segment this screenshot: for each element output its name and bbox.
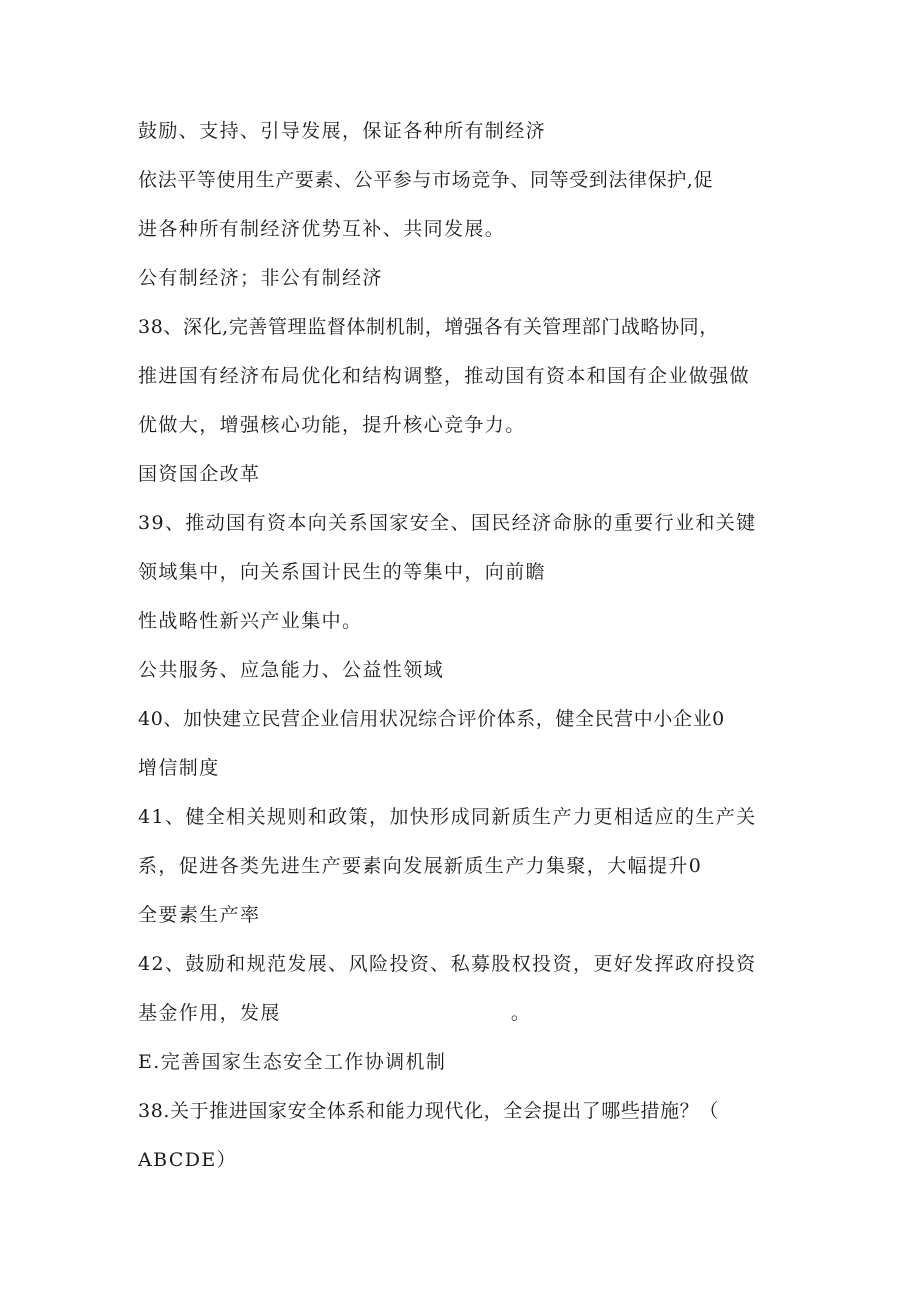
- question-42-line: 42、鼓励和规范发展、风险投资、私募股权投资，更好发挥政府投资: [138, 953, 757, 975]
- question-40-line: 40、加快建立民营企业信用状况综合评价体系，健全民营中小企业0: [138, 708, 725, 730]
- text-segment: 基金作用，发展: [138, 1002, 281, 1024]
- answer-line: 公共服务、应急能力、公益性领域: [138, 659, 445, 681]
- answer-line: E.完善国家生态安全工作协调机制: [138, 1051, 447, 1073]
- question-38-multi-line: 38.关于推进国家安全体系和能力现代化，全会提出了哪些措施？（: [138, 1100, 719, 1122]
- text-line: 进各种所有制经济优势互补、共同发展。: [138, 218, 506, 240]
- text-line: 依法平等使用生产要素、公平参与市场竞争、同等受到法律保护,促: [138, 169, 714, 191]
- text-line: 鼓励、支持、引导发展，保证各种所有制经济: [138, 120, 547, 142]
- text-line: 公有制经济；非公有制经济: [138, 267, 383, 289]
- question-41-line: 41、健全相关规则和政策，加快形成同新质生产力更相适应的生产关: [138, 806, 757, 828]
- text-segment: 。: [510, 1002, 532, 1024]
- question-38-line: 38、深化,完善管理监督体制机制，增强各有关管理部门战略协同，: [138, 316, 719, 338]
- text-line: [138, 1001, 531, 1025]
- answer-line: 增信制度: [138, 757, 220, 779]
- text-line: 优做大，增强核心功能，提升核心竞争力。: [138, 414, 526, 436]
- answer-line: 国资国企改革: [138, 463, 261, 485]
- text-line: 领域集中，向关系国计民生的等集中，向前瞻: [138, 561, 547, 583]
- answer-line: ABCDE）: [138, 1149, 238, 1171]
- text-line: 性战略性新兴产业集中。: [138, 610, 363, 632]
- text-line: 推进国有经济布局优化和结构调整，推动国有资本和国有企业做强做: [138, 365, 751, 387]
- question-39-line: 39、推动国有资本向关系国家安全、国民经济命脉的重要行业和关键: [138, 512, 757, 534]
- text-line: 系，促进各类先进生产要素向发展新质生产力集聚，大幅提升0: [138, 855, 703, 877]
- answer-line: 全要素生产率: [138, 904, 261, 926]
